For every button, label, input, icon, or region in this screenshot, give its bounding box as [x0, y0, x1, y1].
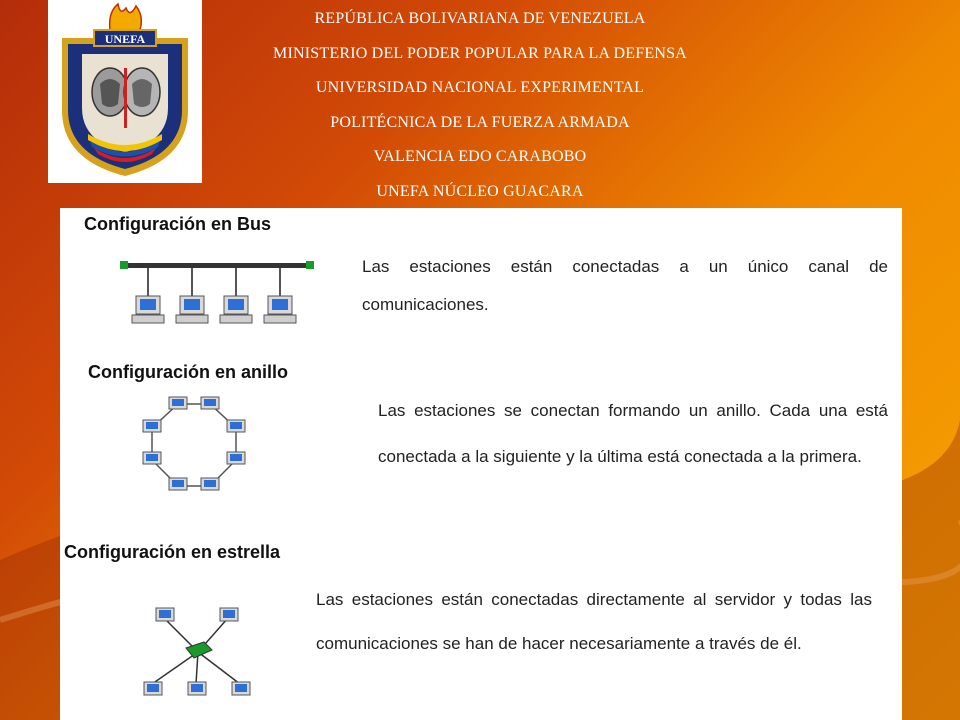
bus-description-text: Las estaciones están conectadas a un único canal de comunicaciones. [362, 257, 888, 314]
bus-description [362, 248, 888, 324]
header-line-campus: UNEFA NÚCLEO GUACARA [376, 182, 584, 200]
star-description-text: Las estaciones están conectadas directamente al servidor y todas las comunicaciones se han de hacer necesariamente a través de él. [316, 590, 872, 653]
topology-panel [60, 208, 902, 720]
workstation-icon [264, 296, 296, 323]
bus-diagram [118, 254, 318, 332]
header-line-university: UNIVERSIDAD NACIONAL EXPERIMENTAL [315, 79, 645, 97]
bus-title: Configuración en Bus [84, 214, 272, 234]
ring-title: Configuración en anillo [88, 362, 289, 382]
header-line-ministry: MINISTERIO DEL PODER POPULAR PARA LA DEFENSA [273, 44, 687, 62]
unefa-shield-icon [48, 0, 202, 183]
star-diagram [138, 604, 258, 704]
institution-header [200, 2, 760, 210]
ring-description-text: Las estaciones se conectan formando un anillo. Cada una está conectada a la siguiente y la última está conectada a la primera. [378, 401, 888, 466]
header-line-polytechnic: POLITÉCNICA DE LA FUERZA ARMADA [330, 113, 630, 131]
workstation-icon [220, 296, 252, 323]
workstation-icon [176, 296, 208, 323]
star-title: Configuración en estrella [64, 542, 281, 562]
unefa-logo [48, 0, 202, 183]
workstation-icon [132, 296, 164, 323]
logo-banner-text: UNEFA [104, 32, 146, 46]
header-line-location: VALENCIA EDO CARABOBO [373, 148, 587, 166]
ring-description [378, 388, 888, 480]
header-line-republic: REPÚBLICA BOLIVARIANA DE VENEZUELA [314, 10, 646, 27]
ring-diagram [132, 394, 262, 504]
star-description [316, 578, 872, 666]
